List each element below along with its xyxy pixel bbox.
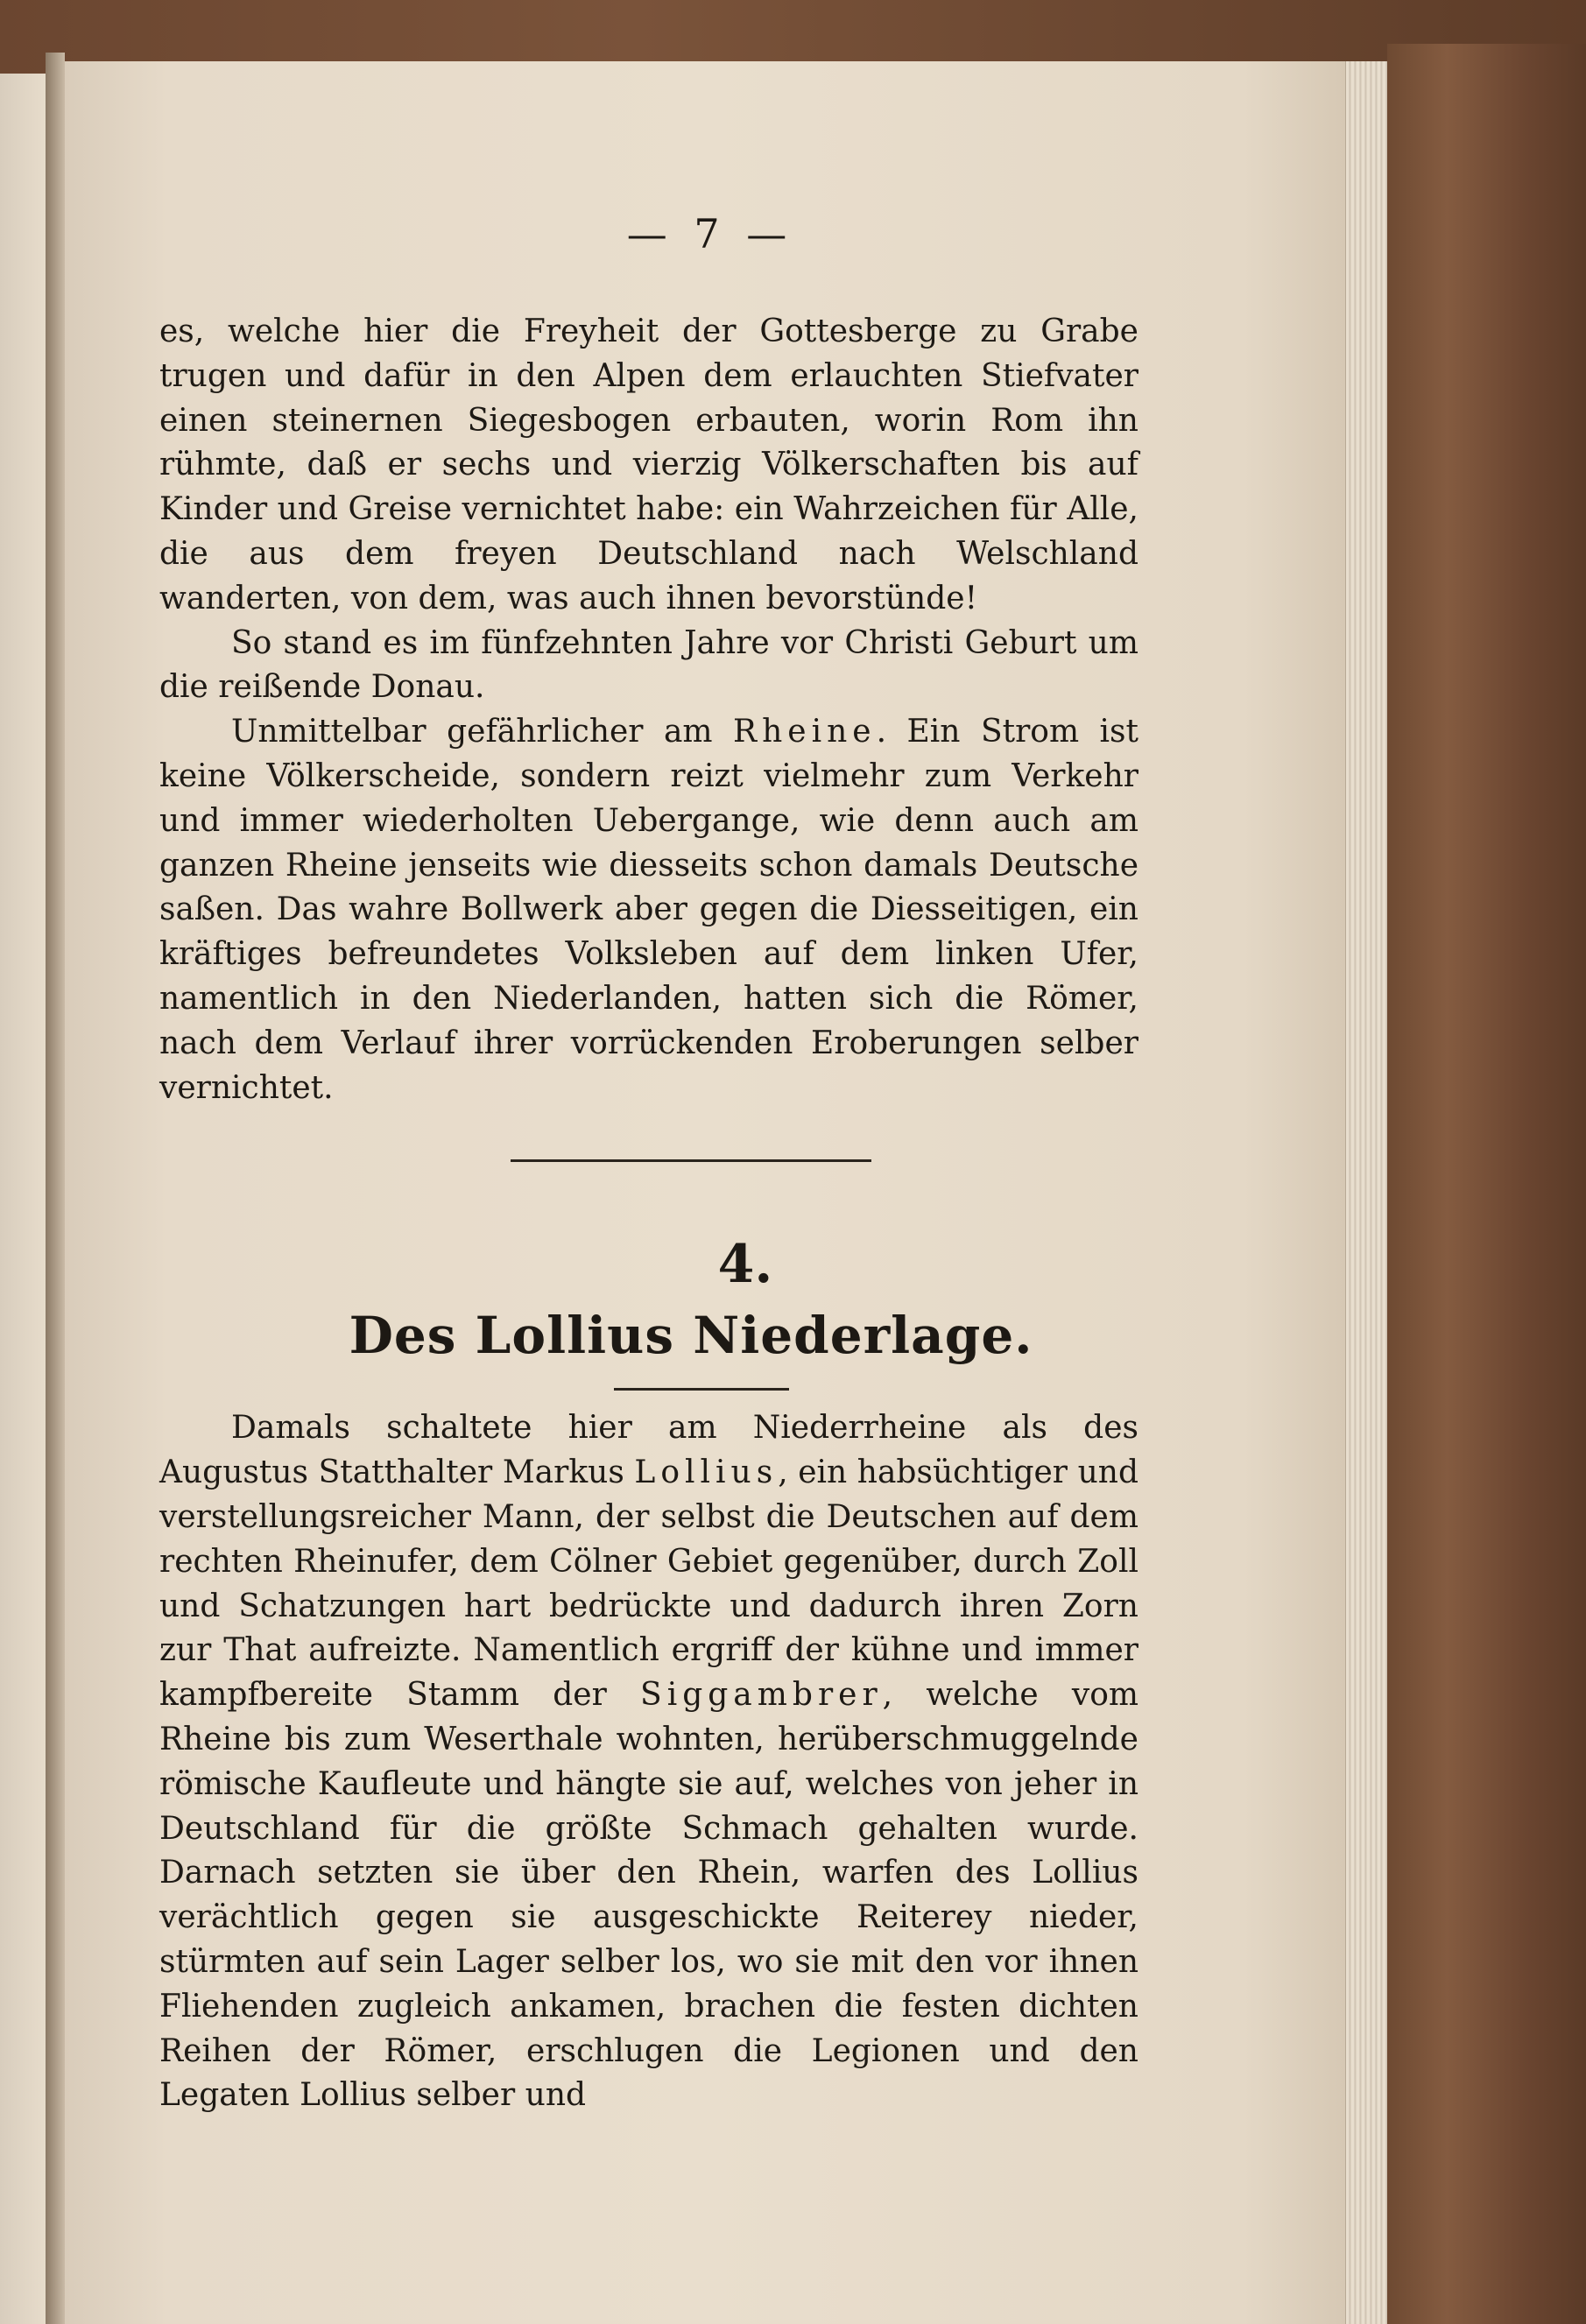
text-block-top [159, 310, 1138, 1110]
text-block-section [159, 1406, 1138, 2118]
book-cover-edge [1387, 44, 1586, 2324]
text-run: . Ein Strom ist keine Völkerscheide, sondern reizt vielmehr zum Verkehr und immer wiederholten Uebergange, wie denn auch am ganzen Rheine jenseits wie diesseits schon damals Deutsche saßen. Das wahre Bollwerk aber gegen die Diesseitigen, ein kräftiges befreundetes Volksleben auf dem linken Ufer, namentlich in den Niederlanden, hatten sich die Römer, nach dem Verlauf ihrer vorrückenden Eroberungen selber vernichtet. [159, 714, 1138, 1106]
book-gutter [46, 53, 65, 2324]
section-title: Des Lollius Niederlage. [349, 1306, 1033, 1366]
section-divider [511, 1159, 871, 1162]
paragraph-rhine [159, 710, 1138, 1110]
text-run: , welche vom Rheine bis zum Weserthale wohnten, herüberschmuggelnde römische Kaufleute und hängte sie auf, welches von jeher in Deutschland für die größte Schmach gehalten wurde. Darnach setzten sie über den Rhein, warfen des Lollius verächtlich gegen sie ausgeschickte Reiterey nieder, stürmten auf sein Lager selber los, wo sie mit den vor ihnen Fliehenden zugleich ankamen, brachen die festen dichten Reihen der Römer, erschlugen die Legionen und den Legaten Lollius selber und [159, 1677, 1138, 2114]
text-run: Damals schaltete hier am Niederrheine als des Augustus Statthalter Markus [159, 1410, 1138, 1491]
emphasized-word: Siggambrer [640, 1677, 883, 1714]
page-number: — 7 — [626, 210, 794, 257]
page-content [159, 210, 1138, 2118]
paragraph: es, welche hier die Freyheit der Gottesberge zu Grabe trugen und dafür in den Alpen dem erlauchten Stiefvater einen steinernen Siegesbogen erbauten, worin Rom ihn rühmte, daß er sechs und vierzig Völkerschaften bis auf Kinder und Greise vernichtet habe: ein Wahrzeichen für Alle, die aus dem freyen Deutschland nach Welschland wanderten, von dem, was auch ihnen bevorstünde! [159, 313, 1138, 616]
left-page-edge [0, 74, 47, 2324]
emphasized-word: Rheine [733, 714, 877, 750]
text-run: Unmittelbar gefährlicher am [231, 714, 734, 750]
paragraph: So stand es im fünfzehnten Jahre vor Christi Geburt um die reißende Donau. [159, 624, 1138, 706]
title-divider [614, 1388, 789, 1391]
page-block-edges [1345, 61, 1388, 2324]
paragraph-lollius [159, 1406, 1138, 2118]
text-run: , ein habsüchtiger und verstellungsreicher Mann, der selbst die Deutschen auf dem rechten Rheinufer, dem Cölner Gebiet gegenüber, durch Zoll und Schatzungen hart bedrückte und dadurch ihren Zorn zur That aufreizte. Namentlich ergriff der kühne und immer kampfbereite Stamm der [159, 1454, 1138, 1714]
section-number: 4. [717, 1234, 773, 1296]
emphasized-word: Lollius [634, 1454, 779, 1491]
